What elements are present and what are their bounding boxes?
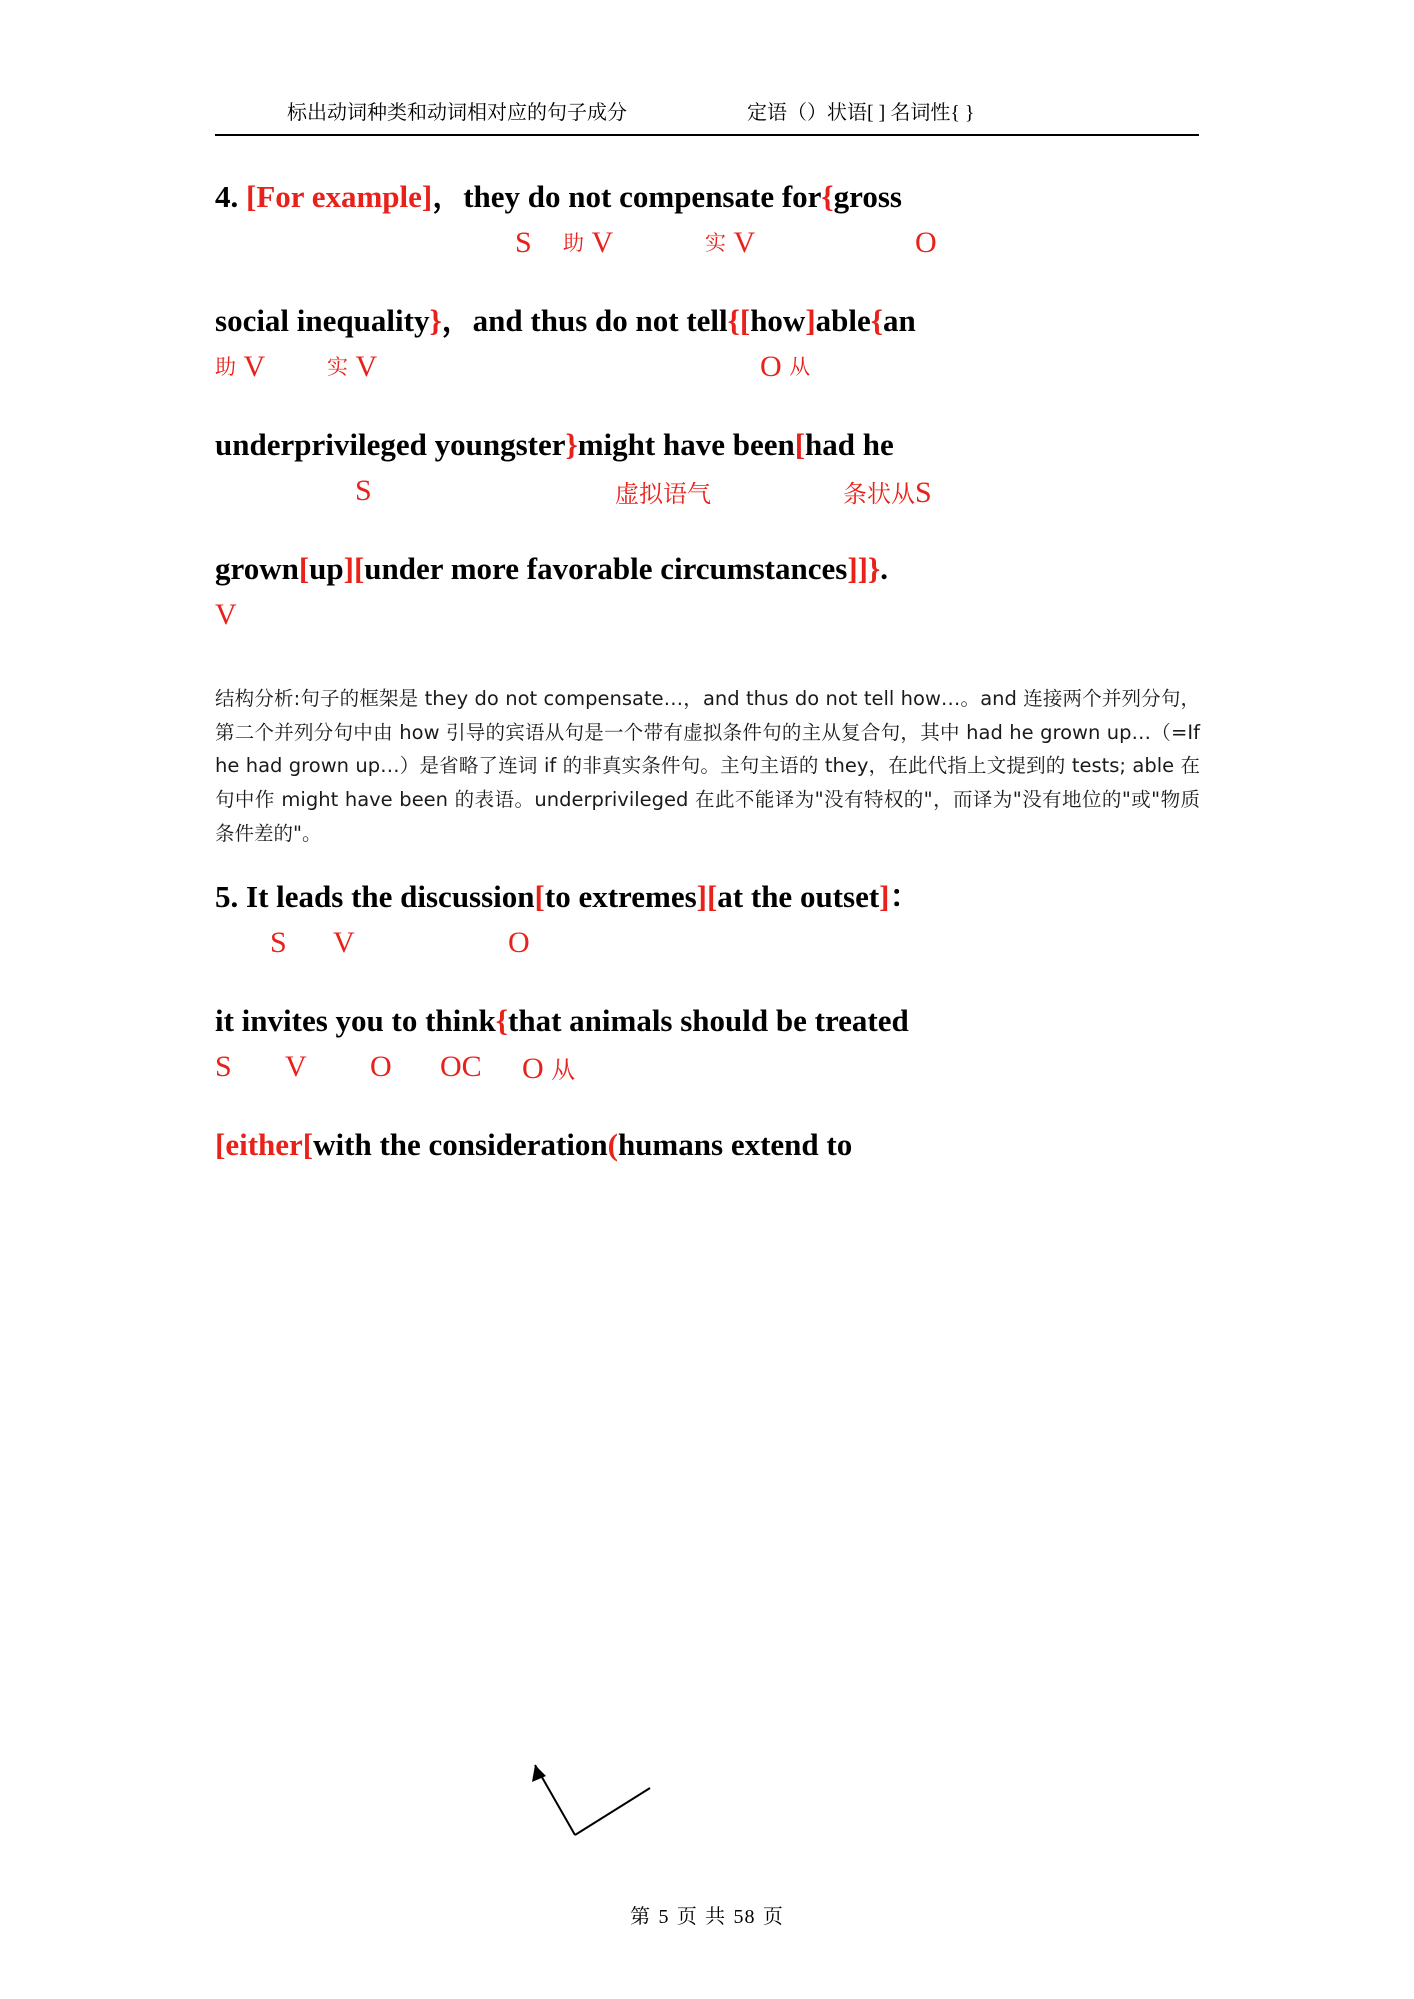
annotation-marker: 实 V — [327, 350, 378, 384]
segment: [ — [215, 1127, 226, 1163]
segment: ： — [889, 879, 921, 915]
page-footer — [0, 1900, 1414, 1929]
annotation-row — [215, 914, 1214, 976]
segment: up — [309, 551, 344, 587]
segment: } — [429, 303, 442, 339]
segment: social inequality — [215, 303, 430, 339]
annotation-marker: S — [355, 474, 372, 508]
segment: [ — [794, 427, 806, 463]
document-content — [215, 160, 1214, 1162]
annotation-marker: 助 V — [563, 226, 614, 260]
segment: [ — [534, 879, 545, 915]
footer-middle: 页 共 — [676, 1904, 727, 1928]
sentence-line — [215, 180, 1214, 214]
annotation-marker: V — [333, 926, 355, 960]
annotation-marker: 虚拟语气 — [615, 480, 711, 509]
segment: { — [870, 303, 883, 339]
segment: might have been — [577, 427, 795, 463]
segment: } — [565, 427, 578, 463]
segment: . — [880, 551, 888, 587]
annotation-marker: 实 V — [705, 226, 756, 260]
exercise-item-4 — [215, 180, 1214, 850]
segment: had he — [805, 427, 894, 463]
segment: ] — [879, 879, 890, 915]
annotation-marker: OC — [440, 1050, 482, 1084]
annotation-arrow-icon — [510, 1760, 710, 1870]
segment: an — [883, 303, 916, 339]
segment: it invites you to think — [215, 1003, 496, 1039]
segment: with the consideration — [313, 1127, 608, 1163]
annotation-marker: O 从 — [760, 350, 811, 384]
sentence-line — [215, 552, 1214, 586]
segment: [For example] — [246, 179, 433, 214]
segment: {[ — [727, 303, 751, 339]
segment: ( — [607, 1127, 618, 1163]
segment: underprivileged youngster — [215, 427, 566, 463]
header-left-text: 标出动词种类和动词相对应的句子成分 — [287, 102, 627, 124]
annotation-marker: O — [370, 1050, 392, 1084]
segment: gross — [833, 179, 902, 214]
segment: [ — [298, 551, 310, 587]
segment: } — [867, 551, 881, 587]
segment: ，they do not compensate for — [432, 179, 822, 214]
segment: either — [225, 1127, 303, 1163]
footer-page-number: 5 — [658, 1906, 670, 1928]
segment: under more favorable circumstances — [364, 551, 848, 587]
structure-analysis: 结构分析:句子的框架是 they do not compensate…，and thus do not tell how…。and 连接两个并列分句，第二个并列分句中由 how 引导的宾语从句是一个带有虚拟条件句的主从复合句，其中 had he grown up…（=If he had grown up…）是省略了连词 if 的非真实条件句。主句主语的 they，在此代指上文提到的 tests; able 在句中作 might have been 的表语。underprivileged 在此不能译为"没有特权的"，而译为"没有地位的"或"物质条件差的"。 — [215, 687, 1200, 845]
segment: ，and thus do not tell — [441, 303, 728, 339]
annotation-row — [215, 214, 1214, 276]
annotation-row — [215, 1038, 1214, 1100]
segment: grown — [215, 551, 299, 587]
sentence-line — [215, 1004, 1214, 1038]
header-right-text: 定语（）状语[ ] 名词性{ } — [747, 102, 975, 124]
segment: how — [750, 303, 806, 339]
segment: that animals should be treated — [508, 1003, 909, 1039]
segment: to extremes — [544, 879, 697, 915]
segment: ][ — [343, 551, 365, 587]
segment: [ — [302, 1127, 314, 1163]
sentence-line — [215, 1128, 1214, 1162]
segment: ]] — [847, 551, 868, 587]
annotation-row — [215, 586, 1214, 648]
sentence-line — [215, 428, 1214, 462]
segment: ] — [805, 303, 816, 339]
exercise-item-5 — [215, 880, 1214, 1162]
annotation-marker: O — [508, 926, 530, 960]
annotation-marker: S — [515, 226, 532, 260]
segment: at the outset — [717, 879, 880, 915]
annotation-marker: O — [915, 226, 937, 260]
segment: able — [815, 303, 871, 339]
sentence-line — [215, 880, 1214, 914]
segment: humans extend to — [617, 1127, 853, 1163]
segment: It leads the discussion — [246, 879, 535, 915]
footer-suffix: 页 — [762, 1904, 784, 1928]
annotation-marker: 助 V — [215, 350, 266, 384]
item-number: 5. — [215, 879, 239, 915]
footer-prefix: 第 — [630, 1904, 652, 1928]
annotation-marker: O 从 — [522, 1052, 576, 1086]
annotation-marker: S — [270, 926, 287, 960]
segment: { — [821, 179, 834, 214]
annotation-marker: V — [215, 598, 237, 632]
annotation-row — [215, 338, 1214, 400]
footer-total-pages: 58 — [733, 1906, 756, 1928]
sentence-line — [215, 304, 1214, 338]
annotation-row — [215, 462, 1214, 524]
annotation-marker: S — [215, 1050, 232, 1084]
page-header — [215, 96, 1199, 136]
item-number: 4. — [215, 179, 239, 214]
annotation-marker: 条状从S — [843, 476, 932, 510]
segment: { — [495, 1003, 508, 1039]
segment: ][ — [696, 879, 718, 915]
annotation-marker: V — [285, 1050, 307, 1084]
